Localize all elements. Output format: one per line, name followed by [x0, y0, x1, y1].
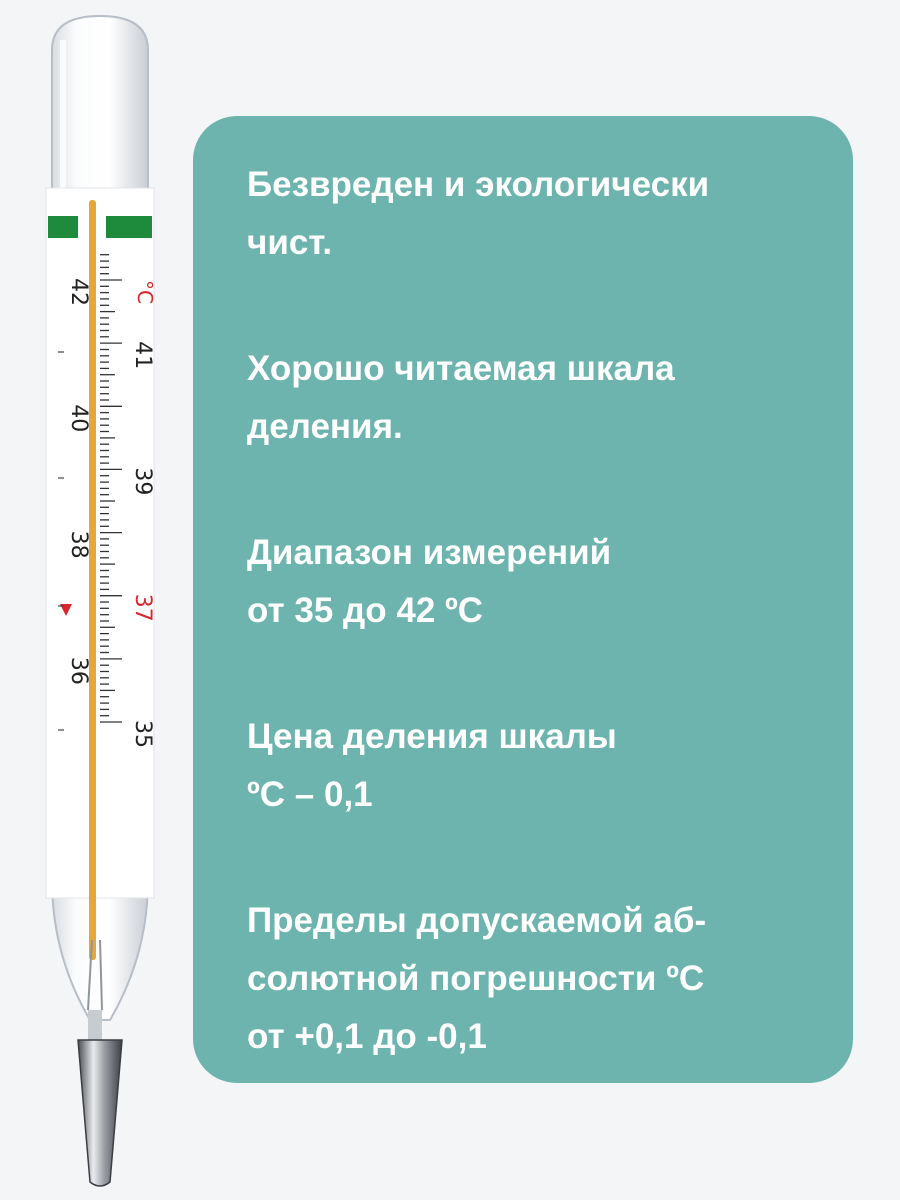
scale-number-40: 40	[66, 404, 91, 433]
scale-number-39: 39	[130, 467, 155, 496]
feature-line: от 35 до 42 ºC	[247, 591, 484, 630]
feature-line: от +0,1 до -0,1	[247, 1017, 487, 1056]
feature-line: деления.	[247, 407, 403, 446]
feature-range	[247, 524, 813, 640]
scale-number-41: 41	[130, 341, 155, 370]
mercury-capillary	[89, 200, 96, 960]
scale-number-38: 38	[66, 530, 91, 559]
feature-line: Диапазон измерений	[247, 533, 612, 572]
feature-line: Безвреден и экологически	[247, 165, 710, 204]
thermometer-illustration	[30, 10, 170, 1190]
scale-number-37: 37	[130, 593, 155, 622]
feature-division	[247, 708, 813, 824]
feature-readable-scale	[247, 340, 813, 456]
feature-line: ºC – 0,1	[247, 775, 373, 814]
feature-eco	[247, 156, 813, 272]
feature-line: Пределы допускаемой аб-	[247, 901, 707, 940]
feature-line: солютной погрешности ºC	[247, 959, 705, 998]
feature-accuracy	[247, 892, 813, 1066]
scale-number-35: 35	[130, 720, 155, 748]
scale-number-36: 36	[66, 656, 91, 685]
metal-tip	[78, 1040, 122, 1186]
unit-label: °C	[133, 280, 157, 304]
green-band	[48, 216, 78, 238]
scale-number-42: 42	[66, 278, 91, 306]
feature-line: чист.	[247, 223, 333, 262]
feature-line: Хорошо читаемая шкала	[247, 349, 675, 388]
info-card	[193, 116, 853, 1083]
feature-line: Цена деления шкалы	[247, 717, 617, 756]
